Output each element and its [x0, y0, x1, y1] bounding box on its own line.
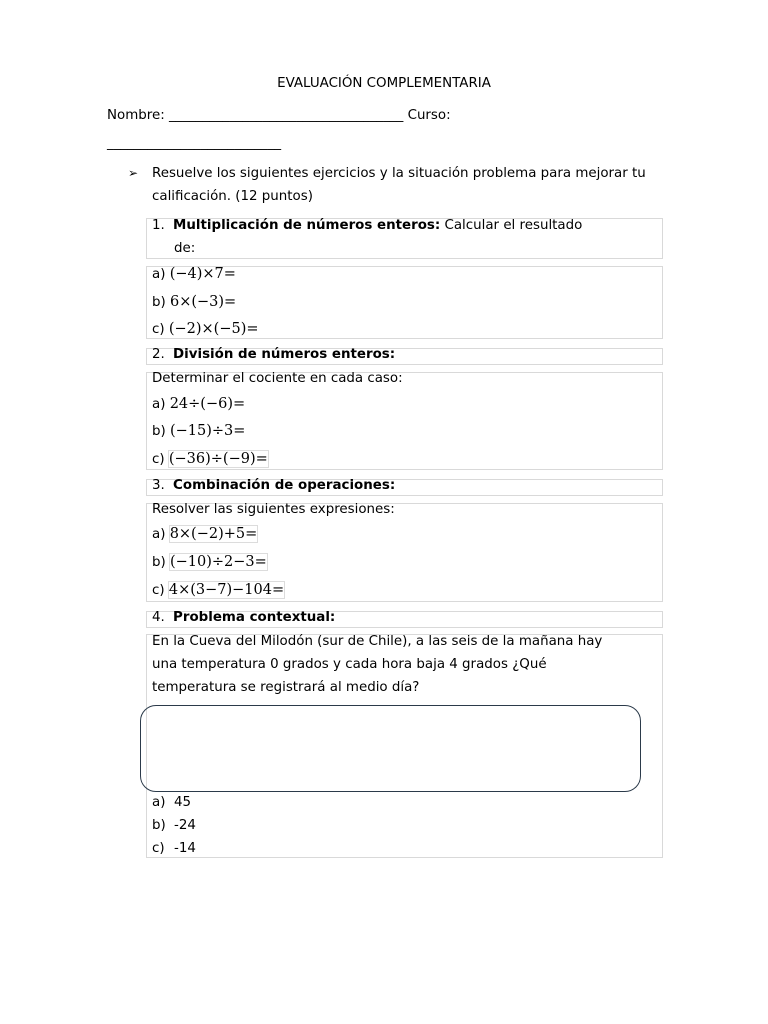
item-expression: (−15)÷3= — [169, 423, 246, 439]
section4-heading — [152, 610, 335, 625]
item-expression: 4×(3−7)−104= — [168, 582, 285, 598]
section1-title: Multiplicación de números enteros: — [173, 218, 441, 233]
item-letter: b) — [152, 555, 170, 570]
section3-item-a — [152, 526, 257, 542]
option-value: -24 — [174, 818, 196, 833]
section2-heading — [152, 347, 395, 362]
page-title: EVALUACIÓN COMPLEMENTARIA — [277, 76, 491, 91]
option-letter: c) — [152, 841, 165, 856]
curso-label: Curso: — [407, 108, 451, 123]
section3-instruction: Resolver las siguientes expresiones: — [152, 502, 395, 517]
item-expression: 24÷(−6)= — [169, 396, 246, 412]
option-letter: b) — [152, 818, 166, 833]
section1-heading — [152, 218, 582, 233]
section2-number: 2. — [152, 347, 165, 362]
section1-text-cont: de: — [174, 241, 196, 256]
item-letter: b) — [152, 424, 170, 439]
option-value: -14 — [174, 841, 196, 856]
item-letter: a) — [152, 267, 170, 282]
item-letter: c) — [152, 452, 169, 467]
item-expression: (−10)÷2−3= — [169, 554, 267, 570]
section2-item-b — [152, 423, 245, 439]
instructions — [128, 162, 648, 208]
item-letter: b) — [152, 295, 170, 310]
option-letter: a) — [152, 795, 166, 810]
section2-item-a — [152, 396, 245, 412]
nombre-blank: ___________________________________ — [168, 108, 404, 123]
problem-line-3: temperatura se registrará al medio día? — [152, 680, 420, 695]
section3-title: Combinación de operaciones: — [173, 478, 396, 493]
item-expression: (−2)×(−5)= — [168, 321, 259, 337]
section2-instruction: Determinar el cociente en cada caso: — [152, 371, 403, 386]
option-c[interactable] — [152, 841, 196, 856]
problem-line-1: En la Cueva del Milodón (sur de Chile), a las seis de la mañana hay — [152, 634, 603, 649]
item-letter: c) — [152, 322, 169, 337]
section4-number: 4. — [152, 610, 165, 625]
section1-item-c — [152, 321, 259, 337]
section3-number: 3. — [152, 478, 165, 493]
problem-line-2: una temperatura 0 grados y cada hora baja 4 grados ¿Qué — [152, 657, 547, 672]
section3-item-c — [152, 582, 284, 598]
section3-heading — [152, 478, 395, 493]
item-expression: 6×(−3)= — [169, 294, 237, 310]
item-expression: 8×(−2)+5= — [169, 526, 258, 542]
section2-title: División de números enteros: — [173, 347, 396, 362]
section2-item-c — [152, 451, 268, 467]
section4-title: Problema contextual: — [173, 610, 336, 625]
nombre-line — [107, 108, 451, 123]
option-b[interactable] — [152, 818, 196, 833]
section3-item-b — [152, 554, 267, 570]
option-value: 45 — [174, 795, 192, 810]
option-a[interactable] — [152, 795, 191, 810]
item-letter: c) — [152, 583, 169, 598]
section1-number: 1. — [152, 218, 165, 233]
item-letter: a) — [152, 397, 170, 412]
item-expression: (−4)×7= — [169, 266, 236, 282]
answer-box[interactable] — [140, 705, 641, 792]
item-letter: a) — [152, 527, 170, 542]
arrow-bullet-icon: ➢ — [128, 166, 139, 180]
instructions-text: Resuelve los siguientes ejercicios y la situación problema para mejorar tu calificación. (12 puntos) — [152, 166, 646, 204]
section1-item-a — [152, 266, 236, 282]
section1-item-b — [152, 294, 236, 310]
section1-text: Calcular el resultado — [440, 218, 583, 233]
item-expression: (−36)÷(−9)= — [168, 451, 268, 467]
curso-blank: __________________________ — [107, 136, 282, 151]
nombre-label: Nombre: — [107, 108, 165, 123]
